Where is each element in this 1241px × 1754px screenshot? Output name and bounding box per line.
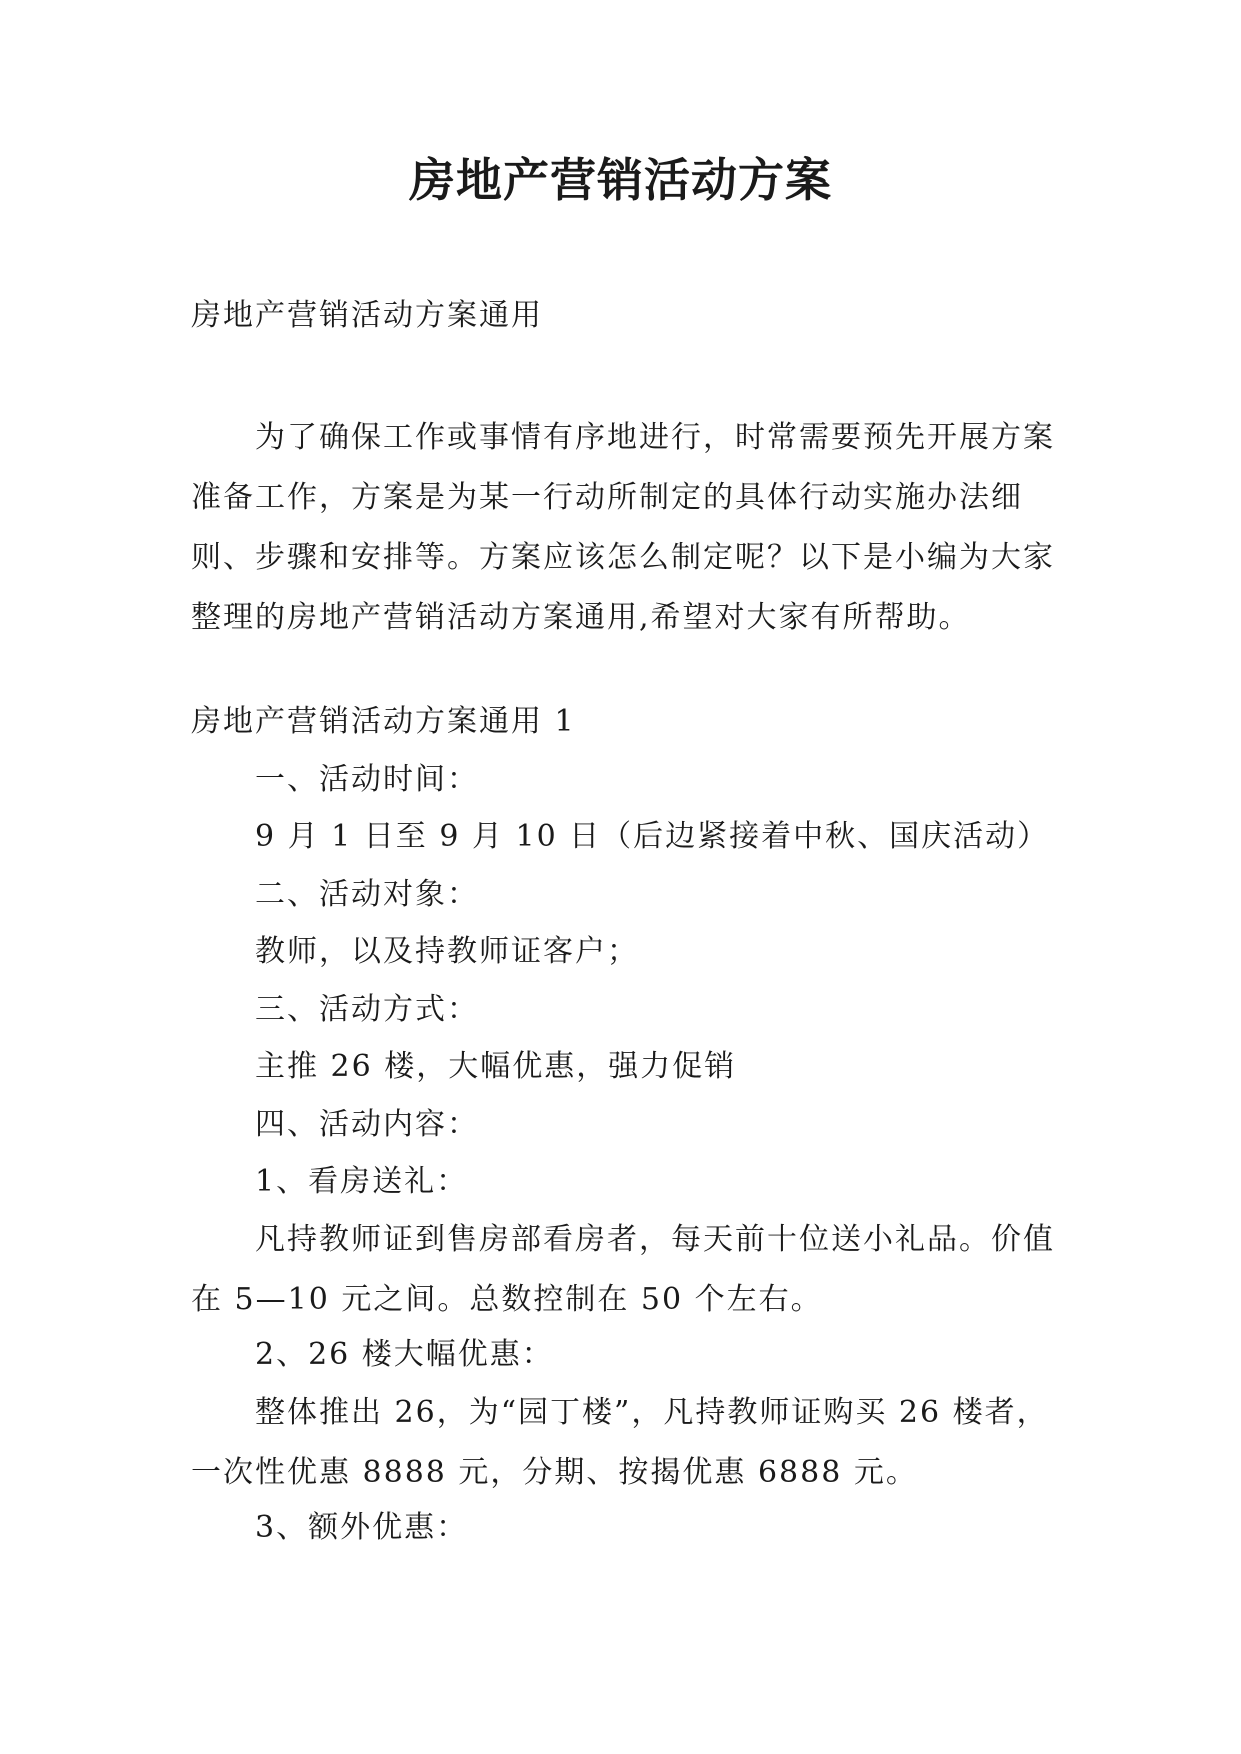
activity-target-value: 教师，以及持教师证客户； [255, 934, 639, 969]
activity-method-label: 三、活动方式： [255, 992, 479, 1027]
item1-label: 1、看房送礼： [255, 1164, 469, 1199]
item2-label: 2、26 楼大幅优惠： [255, 1337, 554, 1372]
document-title: 房地产营销活动方案 [409, 153, 832, 207]
item3-label: 3、额外优惠： [255, 1510, 469, 1545]
activity-target-label: 二、活动对象： [255, 877, 479, 912]
activity-time-label: 一、活动时间： [255, 762, 479, 797]
section-heading: 房地产营销活动方案通用 1 [191, 704, 576, 739]
activity-method-value: 主推 26 楼，大幅优惠，强力促销 [255, 1049, 737, 1084]
item2-text: 整体推出 26，为“园丁楼”，凡持教师证购买 26 楼者，一次性优惠 8888 元，分期、按揭优惠 6888 元。 [191, 1395, 1049, 1490]
activity-content-label: 四、活动内容： [255, 1107, 479, 1142]
intro-paragraph: 为了确保工作或事情有序地进行，时常需要预先开展方案准备工作，方案是为某一行动所制定的具体行动实施办法细则、步骤和安排等。方案应该怎么制定呢？以下是小编为大家整理的房地产营销活动方案通用,希望对大家有所帮助。 [191, 420, 1055, 635]
item1-text: 凡持教师证到售房部看房者，每天前十位送小礼品。价值在 5—10 元之间。总数控制在 50 个左右。 [191, 1222, 1055, 1317]
document-subtitle: 房地产营销活动方案通用 [191, 298, 543, 333]
activity-time-value: 9 月 1 日至 9 月 10 日（后边紧接着中秋、国庆活动） [255, 819, 1050, 854]
